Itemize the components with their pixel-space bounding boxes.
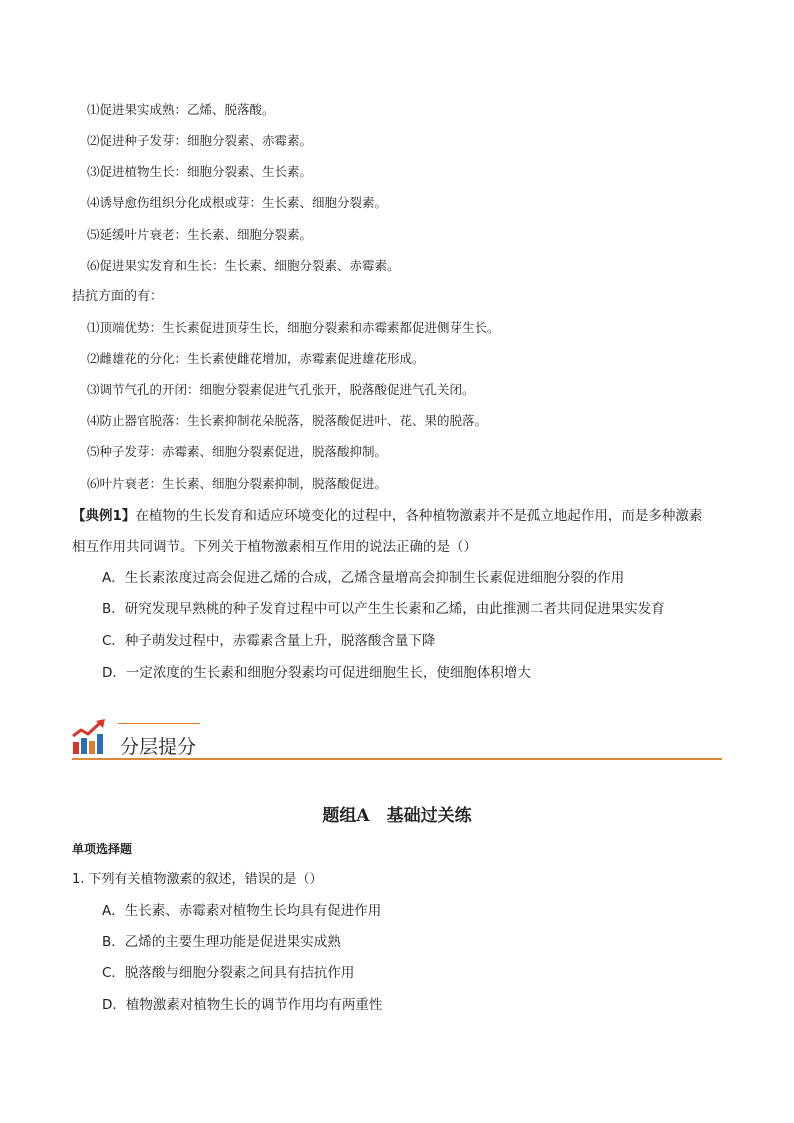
example-stem-line2: 相互作用共同调节。下列关于植物激素相互作用的说法正确的是（） — [72, 539, 477, 555]
antagonism-item: ⑷防止器官脱落：生长素抑制花朵脱落，脱落酸促进叶、花、果的脱落。 — [87, 413, 488, 428]
section-title: 分层提分 — [120, 736, 197, 758]
question-1-option-d: D．植物激素对植物生长的调节作用均有两重性 — [102, 997, 383, 1013]
antagonism-item: ⑴顶端优势：生长素促进顶芽生长，细胞分裂素和赤霉素都促进侧芽生长。 — [87, 320, 500, 335]
question-type-label: 单项选择题 — [72, 842, 133, 856]
example-stem-text: 在植物的生长发育和适应环境变化的过程中，各种植物激素并不是孤立地起作用，而是多种激素 — [135, 508, 703, 524]
promote-item: ⑹促进果实发育和生长：生长素、细胞分裂素、赤霉素。 — [87, 258, 400, 273]
promote-item: ⑷诱导愈伤组织分化成根或芽：生长素、细胞分裂素。 — [87, 195, 388, 210]
example-option-b: B．研究发现早熟桃的种子发育过程中可以产生生长素和乙烯，由此推测二者共同促进果实发育 — [102, 601, 665, 617]
antagonism-item: ⑹叶片衰老：生长素、细胞分裂素抑制，脱落酸促进。 — [87, 476, 388, 491]
question-1-option-c: C．脱落酸与细胞分裂素之间具有拮抗作用 — [102, 965, 355, 981]
example-option-d: D．一定浓度的生长素和细胞分裂素均可促进细胞生长，使细胞体积增大 — [102, 665, 531, 681]
section-topline — [118, 723, 200, 724]
example-option-a: A．生长素浓度过高会促进乙烯的合成，乙烯含量增高会抑制生长素促进细胞分裂的作用 — [102, 570, 625, 586]
bar-chart-arrow-icon — [72, 718, 108, 756]
promote-item: ⑴促进果实成熟：乙烯、脱落酸。 — [87, 102, 275, 117]
antagonism-item: ⑸种子发芽：赤霉素、细胞分裂素促进，脱落酸抑制。 — [87, 444, 388, 459]
promote-item: ⑵促进种子发芽：细胞分裂素、赤霉素。 — [87, 133, 313, 148]
question-1-option-b: B．乙烯的主要生理功能是促进果实成熟 — [102, 934, 341, 950]
promote-item: ⑸延缓叶片衰老：生长素、细胞分裂素。 — [87, 227, 313, 242]
example-option-c: C．种子萌发过程中，赤霉素含量上升，脱落酸含量下降 — [102, 633, 436, 649]
antagonism-heading: 拮抗方面的有： — [72, 289, 164, 304]
example-tag: 【典例1】 — [72, 508, 136, 524]
promote-item: ⑶促进植物生长：细胞分裂素、生长素。 — [87, 164, 313, 179]
section-divider — [72, 758, 722, 760]
example-stem-line1 — [72, 507, 702, 525]
section-header — [72, 716, 722, 760]
group-title: 题组A 基础过关练 — [322, 806, 472, 826]
question-1-option-a: A．生长素、赤霉素对植物生长均具有促进作用 — [102, 903, 382, 919]
antagonism-item: ⑵雌雄花的分化：生长素使雌花增加，赤霉素促进雄花形成。 — [87, 351, 425, 366]
question-1-stem: 1. 下列有关植物激素的叙述，错误的是（） — [72, 872, 323, 887]
antagonism-item: ⑶调节气孔的开闭：细胞分裂素促进气孔张开，脱落酸促进气孔关闭。 — [87, 382, 475, 397]
